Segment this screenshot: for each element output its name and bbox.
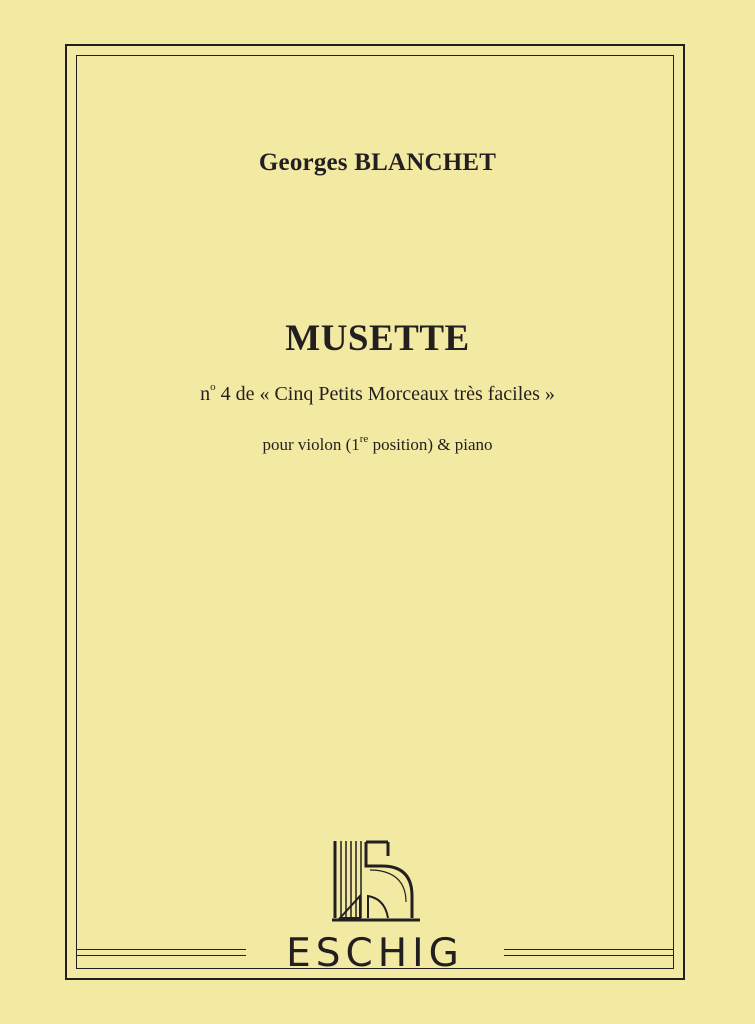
inner-border-frame: [76, 55, 674, 969]
subtitle-collection: 4 de « Cinq Petits Morceaux très faciles »: [215, 383, 555, 405]
piece-subtitle: [0, 383, 755, 406]
instrumentation-prefix: pour violon (1: [262, 435, 360, 454]
subtitle-number-superscript: o: [210, 381, 216, 393]
instrumentation-suffix: position) & piano: [368, 435, 493, 454]
publisher-row: [76, 932, 674, 982]
subtitle-number-prefix: n: [200, 383, 211, 405]
piece-title: MUSETTE: [285, 318, 470, 359]
instrumentation-superscript: re: [359, 433, 369, 445]
composer-name: Georges BLANCHET: [258, 149, 497, 176]
publisher-name: ESCHIG: [286, 931, 464, 976]
instrumentation-line: [0, 435, 755, 455]
eschig-harp-logo-icon: [330, 836, 422, 926]
